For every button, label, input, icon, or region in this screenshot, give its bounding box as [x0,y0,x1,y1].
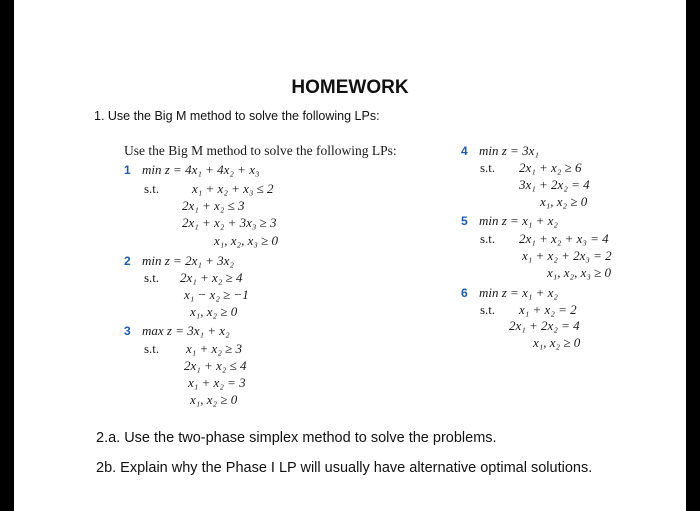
problem-3-nonnegativity: x₁, x₂ ≥ 0 [190,392,238,407]
problem-1-constraint-2: 2x₁ + x₂ ≤ 3 [182,198,245,213]
question-1: 1. Use the Big M method to solve the following LPs: [94,109,380,123]
problem-4-objective: min z = 3x₁ [479,143,539,158]
problem-4-constraint-1: 2x₁ + x₂ ≥ 6 [519,160,582,175]
problem-2-objective: min z = 2x₁ + 3x₂ [142,253,234,268]
problem-1-st: s.t. [144,181,160,196]
problem-5-objective: min z = x₁ + x₂ [479,213,558,228]
problem-6-constraint-1: x₁ + x₂ = 2 [519,302,577,317]
problem-2-constraint-2: x₁ − x₂ ≥ −1 [184,287,249,302]
problem-6-objective: min z = x₁ + x₂ [479,285,558,300]
page-title: HOMEWORK [291,77,409,98]
problem-1-nonnegativity: x₁, x₂, x₃ ≥ 0 [214,233,279,248]
problem-3-st: s.t. [144,341,160,356]
problem-3-objective: max z = 3x₁ + x₂ [142,323,230,338]
problem-6-st: s.t. [480,302,496,317]
problem-2-number: 2 [124,254,131,268]
problem-6-nonnegativity: x₁, x₂ ≥ 0 [533,335,581,350]
problem-6-number: 6 [461,286,468,300]
problem-4-st: s.t. [480,160,496,175]
problem-5-nonnegativity: x₁, x₂, x₃ ≥ 0 [547,265,612,280]
question-2b: 2b. Explain why the Phase I LP will usually have alternative optimal solutions. [96,460,593,476]
book-intro: Use the Big M method to solve the following LPs: [124,143,397,158]
problem-2-constraint-1: 2x₁ + x₂ ≥ 4 [180,270,243,285]
homework-page [14,0,686,511]
problem-2-st: s.t. [144,270,160,285]
problem-1-objective: min z = 4x₁ + 4x₂ + x₃ [142,162,260,177]
problem-2-nonnegativity: x₁, x₂ ≥ 0 [190,304,238,319]
problem-6-constraint-2: 2x₁ + 2x₂ = 4 [509,318,580,333]
problem-1-number: 1 [124,163,131,177]
question-2a: 2.a. Use the two-phase simplex method to solve the problems. [96,430,497,446]
problem-4-number: 4 [461,144,468,158]
problem-3-constraint-3: x₁ + x₂ = 3 [188,375,246,390]
problem-3-constraint-2: 2x₁ + x₂ ≤ 4 [184,358,247,373]
problem-5-number: 5 [461,214,468,228]
problem-3-number: 3 [124,324,131,338]
problem-1-constraint-1: x₁ + x₂ + x₃ ≤ 2 [192,181,274,196]
problem-5-constraint-2: x₁ + x₂ + 2x₃ = 2 [522,248,612,263]
problem-1-constraint-3: 2x₁ + x₂ + 3x₃ ≥ 3 [182,215,277,230]
problem-5-st: s.t. [480,231,496,246]
problem-5-constraint-1: 2x₁ + x₂ + x₃ = 4 [519,231,609,246]
problem-4-constraint-2: 3x₁ + 2x₂ = 4 [519,177,590,192]
problem-3-constraint-1: x₁ + x₂ ≥ 3 [186,341,242,356]
problem-4-nonnegativity: x₁, x₂ ≥ 0 [540,194,588,209]
